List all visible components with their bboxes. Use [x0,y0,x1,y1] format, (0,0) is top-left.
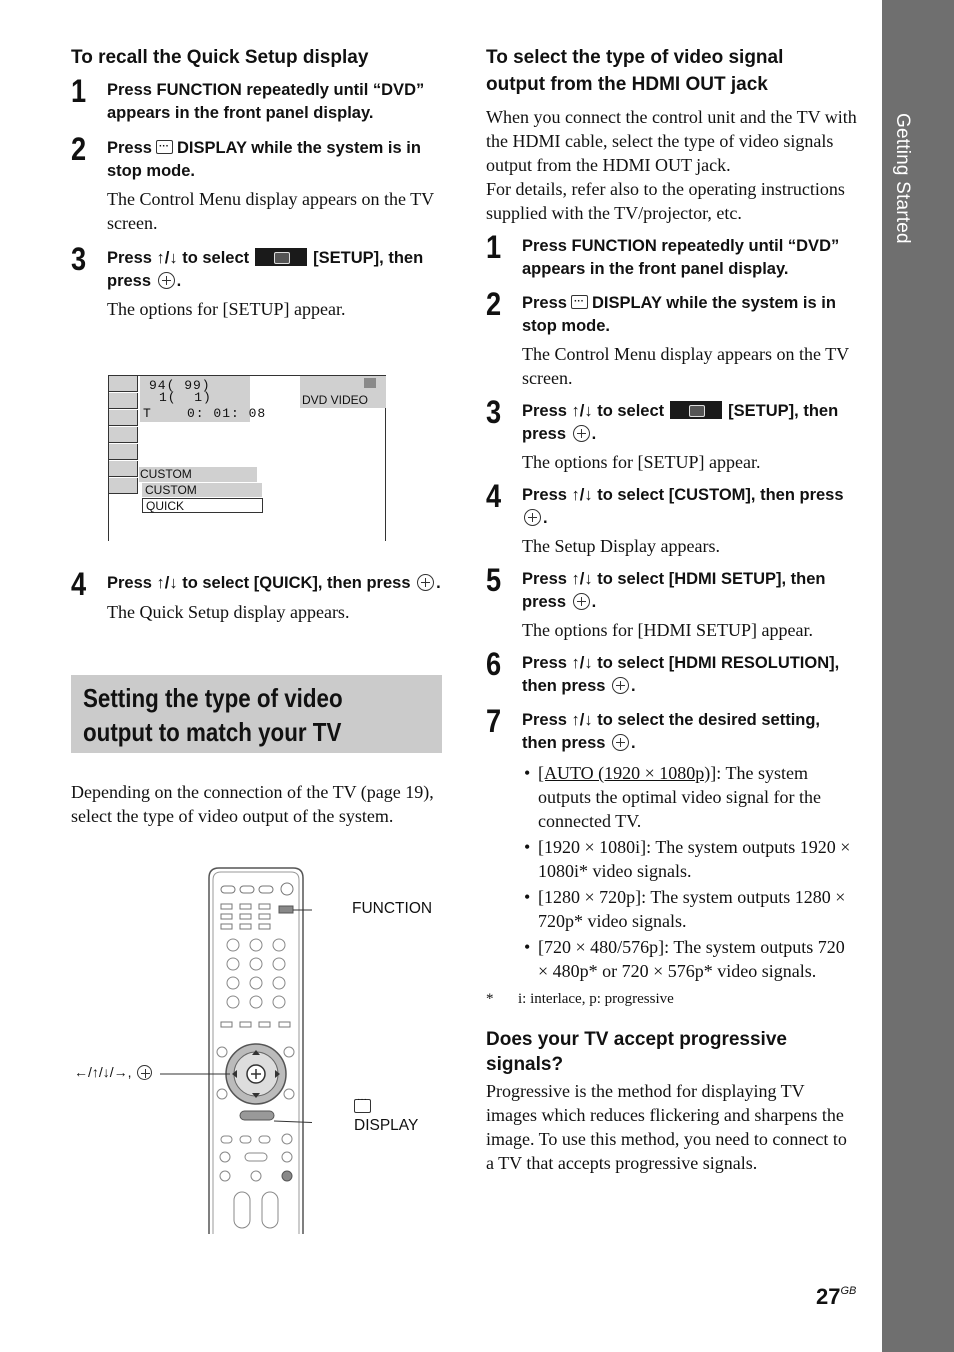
playing-time: T 0: 01: 08 [143,406,267,421]
left-column [71,44,443,321]
left-step-1 [71,73,443,125]
display-icon [354,1099,371,1113]
menu-option-custom: CUSTOM [140,467,192,481]
menu-icon-slot [109,410,138,426]
chapter-count: 1( 1) [159,390,212,405]
function-button [279,906,293,913]
disc-indicator-icon [364,378,376,388]
title-count: 94( 99) [149,378,211,393]
option-1080i: • [1920 × 1080i]: The system outputs 1920 × 1080i* video signals. [522,835,858,883]
step-text: Press ↑/↓ to select [CUSTOM], then press . [522,486,844,527]
option-480-576p: • [720 × 480/576p]: The system outputs 720 × 480p* or 720 × 576p* video signals. [522,935,858,983]
step-text: Press··· DISPLAY while the system is in stop mode. [522,292,858,338]
display-icon-label [354,1099,371,1117]
step-number: 2 [486,286,502,322]
section-title-band [71,675,442,753]
enter-icon [573,425,590,442]
step-text: Press ↑/↓ to select [SETUP], then press . [107,249,424,290]
enter-icon [573,593,590,610]
step-result: The Quick Setup display appears. [107,602,350,622]
step-text: Press ↑/↓ to select [HDMI SETUP], then press . [522,570,826,611]
right-step-1 [486,229,858,281]
hdmi-intro-2: For details, refer also to the operating instructions supplied with the TV/projector, etc. [486,179,845,223]
step-result: The Control Menu display appears on the TV screen. [107,189,434,233]
right-step-2 [486,286,858,390]
step-number: 1 [486,229,502,265]
step-number: 2 [71,131,87,167]
step-number: 3 [71,241,87,277]
remote-control-illustration [200,866,312,1234]
display-icon [571,295,588,309]
enter-icon [137,1065,152,1080]
right-step-5 [486,562,858,642]
right-step-3 [486,394,858,474]
step-text: Press ↑/↓ to select [SETUP], then press . [522,402,839,443]
right-column [486,44,858,1175]
step-text: Press FUNCTION repeatedly until “DVD” appears in the front panel display. [107,81,425,122]
recall-heading: To recall the Quick Setup display [71,47,369,68]
step-result: The Setup Display appears. [522,536,720,556]
setup-toolbox-icon [255,248,307,266]
menu-icon-slot [109,427,138,443]
menu-icon-slot [109,376,138,392]
menu-icon-slot [109,478,138,494]
function-label: FUNCTION [352,900,433,917]
intro-paragraph: Depending on the connection of the TV (page 19), select the type of video output of the system. [71,782,434,826]
progressive-heading: Does your TV accept progressive signals? [486,1029,787,1075]
step-result: The options for [SETUP] appear. [107,299,346,319]
step-number: 1 [71,73,87,109]
menu-icon-slot [109,393,138,409]
enter-icon [158,272,175,289]
step-number: 4 [71,566,87,602]
right-step-7 [486,703,858,983]
menu-icon-slot [109,444,138,460]
resolution-options [522,761,858,983]
setup-toolbox-icon [670,401,722,419]
control-menu-screen [108,375,386,541]
section-title: Setting the type of video output to match your TV [83,683,343,747]
right-step-6 [486,646,858,698]
step-number: 7 [486,703,502,739]
enter-icon [417,574,434,591]
step-number: 4 [486,478,502,514]
step-text: Press ↑/↓ to select [HDMI RESOLUTION], then press . [522,654,840,695]
step-text: Press FUNCTION repeatedly until “DVD” appears in the front panel display. [522,237,840,278]
step-result: The Control Menu display appears on the TV screen. [522,344,849,388]
footnote: * i: interlace, p: progressive [486,991,674,1007]
arrows-label: ←/↑/↓/→, [74,1064,154,1080]
menu-option-custom-sub: CUSTOM [145,483,197,497]
enter-icon [612,734,629,751]
display-button [240,1111,274,1120]
right-step-4 [486,478,858,558]
enter-icon [524,509,541,526]
progressive-text: Progressive is the method for displaying TV images which reduces flickering and sharpens the image. To use this method, you need to connect to a TV that accepts progressive signals. [486,1081,847,1173]
step-result: The options for [HDMI SETUP] appear. [522,620,813,640]
step-text: Press ↑/↓ to select [QUICK], then press . [107,574,441,592]
hdmi-intro-1: When you connect the control unit and the TV with the HDMI cable, select the type of video signals output from the HDMI OUT jack. [486,107,857,175]
disc-type-label: DVD VIDEO [302,393,369,407]
step-text: Press··· DISPLAY while the system is in stop mode. [107,137,443,183]
option-720p: • [1280 × 720p]: The system outputs 1280 × 720p* video signals. [522,885,858,933]
menu-option-quick: QUICK [146,499,185,513]
page-number: $27^{GB}$ [816,1284,857,1309]
left-step-3 [71,241,443,321]
step-result: The options for [SETUP] appear. [522,452,761,472]
menu-icon-slot [109,461,138,477]
step-number: 6 [486,646,502,682]
step-number: 5 [486,562,502,598]
left-step-4 [71,566,443,624]
option-auto: • [AUTO (1920 × 1080p)]: The system outputs the optimal video signal for the connected TV. [522,761,858,833]
display-icon [156,140,173,154]
side-tab-label: Getting Started [892,113,913,244]
display-label: DISPLAY [354,1117,419,1134]
step-text: Press ↑/↓ to select the desired setting, then press . [522,711,821,752]
hdmi-heading: To select the type of video signal output from the HDMI OUT jack [486,47,784,95]
left-step-2 [71,131,443,235]
enter-icon [612,677,629,694]
step-number: 3 [486,394,502,430]
